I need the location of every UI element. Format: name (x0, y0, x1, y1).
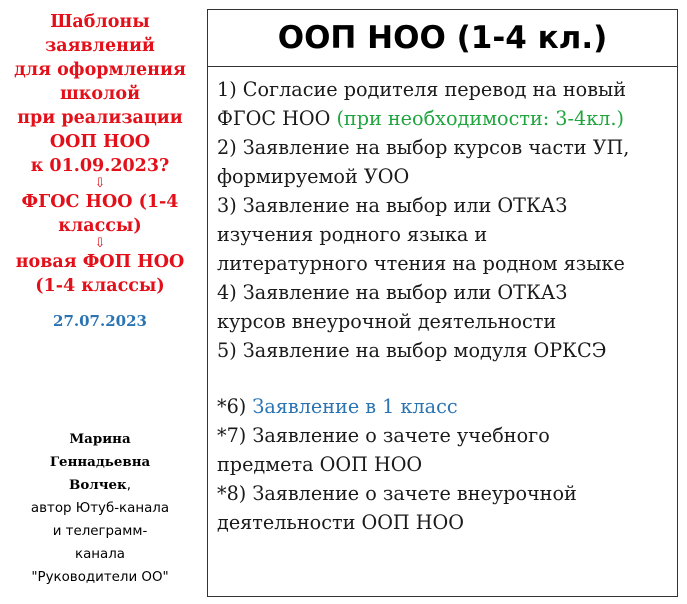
list-item: литературного чтения на родном языке (217, 252, 625, 275)
template-list (207, 67, 678, 597)
author-desc: канала (74, 547, 126, 562)
list-item-prefix: *6) (217, 395, 253, 418)
fop-line: новая ФОП НОО (15, 252, 185, 272)
list-item: предмета ООП НОО (217, 453, 423, 476)
list-item (217, 392, 677, 421)
down-arrow-icon: ⇩ (94, 236, 106, 251)
left-line: школой (59, 84, 141, 104)
left-line: к 01.09.2023? (30, 156, 170, 176)
list-item: 3) Заявление на выбор или ОТКАЗ (217, 194, 568, 217)
page-title: ООП НОО (1-4 кл.) (277, 20, 608, 56)
list-item (217, 104, 677, 133)
author-desc: "Руководители ОО" (31, 570, 169, 585)
author-block (10, 428, 190, 589)
list-item: 4) Заявление на выбор или ОТКАЗ (217, 281, 568, 304)
note-text: (при необходимости: 3-4кл.) (336, 107, 624, 130)
list-item: формируемой УОО (217, 165, 410, 188)
author-comma: , (126, 478, 131, 493)
left-line: для оформления (14, 60, 186, 80)
title-box (207, 9, 678, 67)
left-line: при реализации (17, 108, 183, 128)
list-item: *7) Заявление о зачете учебного (217, 424, 550, 447)
fgos-line: ФГОС НОО (1-4 (21, 192, 179, 212)
list-item: 1) Согласие родителя перевод на новый (217, 78, 627, 101)
author-name: Волчек (69, 477, 127, 493)
fgos-line: классы) (58, 216, 142, 236)
spacer (217, 365, 677, 392)
list-item: изучения родного языка и (217, 223, 488, 246)
author-desc: автор Ютуб-канала (30, 501, 170, 516)
list-item: *8) Заявление о зачете внеурочной (217, 482, 577, 505)
list-item: курсов внеурочной деятельности (217, 310, 557, 333)
list-item-text: ФГОС НОО (217, 107, 337, 130)
link-first-class[interactable]: Заявление в 1 класс (252, 395, 458, 418)
author-name: Марина (69, 431, 131, 447)
left-line: ООП НОО (49, 132, 151, 152)
list-item: 2) Заявление на выбор курсов части УП, (217, 136, 630, 159)
left-line: Шаблоны (50, 12, 150, 32)
fop-line: (1-4 классы) (35, 276, 165, 296)
left-panel (0, 10, 200, 330)
date: 27.07.2023 (53, 312, 147, 330)
list-item: 5) Заявление на выбор модуля ОРКСЭ (217, 339, 607, 362)
author-name: Геннадьевна (49, 454, 151, 470)
author-desc: и телеграмм- (52, 524, 148, 539)
down-arrow-icon: ⇩ (94, 176, 106, 191)
left-line: заявлений (45, 36, 155, 56)
list-item: деятельности ООП НОО (217, 511, 464, 534)
